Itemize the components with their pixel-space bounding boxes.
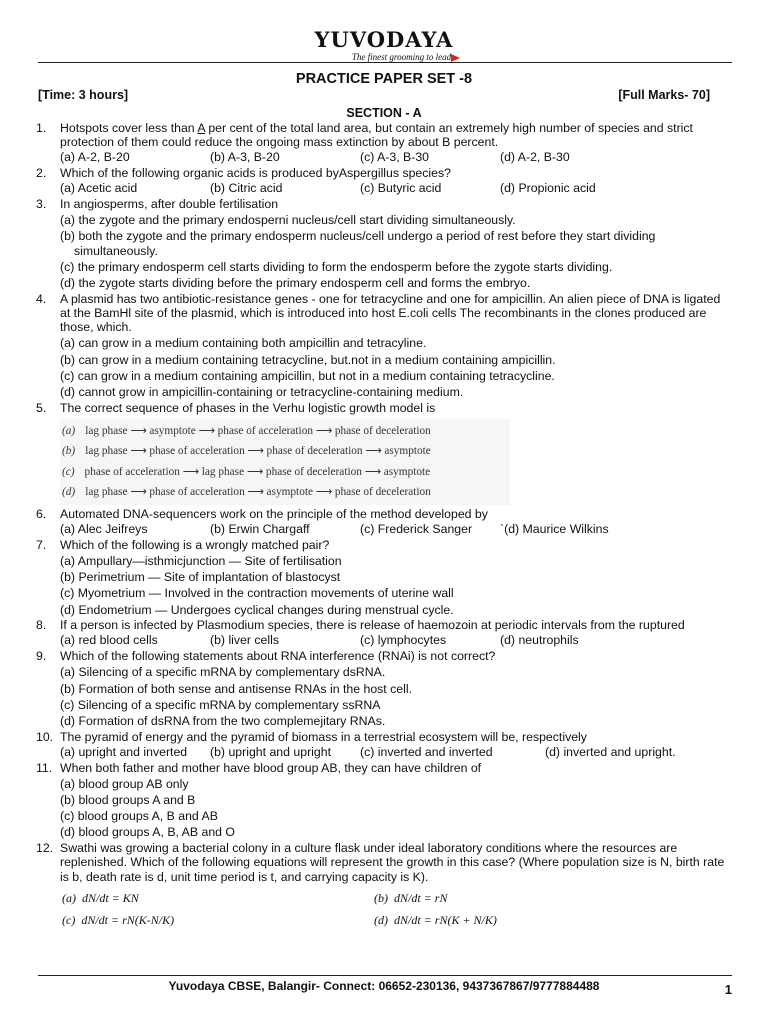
question-stem: Swathi was growing a bacterial colony in a culture flask under ideal laboratory conditions where the resources are replenished. Which of the following equations will represent the growth in this case? (Where population size is N, birth rate is b, death rate is d, unit time period is t, and carrying capacity is K).: [60, 841, 725, 884]
options-row: [60, 522, 732, 536]
option: (d) A-2, B-30: [500, 150, 570, 165]
question-1: [36, 121, 732, 165]
option: (d) the zygote starts dividing before the primary endosperm cell and forms the embryo.: [60, 276, 531, 291]
full-marks: [Full Marks- 70]: [618, 88, 710, 102]
option: (d) inverted and upright.: [545, 744, 676, 759]
option: (a) red blood cells: [60, 633, 158, 648]
growth-phase-options-image: [60, 419, 510, 505]
option: (b) liver cells: [210, 633, 280, 648]
question-stem: If a person is infected by Plasmodium species, there is release of haemozoin at periodic intervals from the ruptured: [60, 618, 685, 633]
question-7: [36, 538, 732, 617]
options-row: [60, 181, 732, 195]
question-list: [36, 121, 732, 932]
option: (c) Myometrium — Involved in the contraction movements of uterine wall: [60, 586, 454, 601]
option: (b) lag phase ⟶ phase of acceleration ⟶ phase of deceleration ⟶ asymptote: [62, 445, 431, 458]
options-row: [60, 633, 732, 647]
option: (d) Formation of dsRNA from the two complemejitary RNAs.: [60, 714, 386, 728]
page-title: PRACTICE PAPER SET -8: [295, 71, 473, 87]
option: (d) dN/dt = rN(K + N/K): [374, 912, 497, 927]
option: (b) can grow in a medium containing tetracycline, but.not in a medium containing ampicillin.: [60, 352, 556, 367]
option: (a) A-2, B-20: [60, 150, 130, 165]
option: (b) Erwin Chargaff: [210, 522, 310, 537]
option: (a) upright and inverted: [60, 744, 188, 759]
option: (c) Silencing of a specific mRNA by complementary ssRNA: [60, 697, 381, 712]
option: (a) the zygote and the primary endosperni nucleus/cell start dividing simultaneously.: [60, 213, 516, 228]
header: [0, 28, 768, 62]
question-stem: Which of the following is a wrongly matched pair?: [60, 537, 330, 552]
brand-tagline: The finest grooming to lead: [44, 52, 768, 62]
question-8: [36, 618, 732, 647]
option: (d) Propionic acid: [500, 181, 596, 196]
question-number: 5.: [36, 400, 47, 415]
option: (b) both the zygote and the primary endosperm nucleus/cell undergo a period of rest before they start dividing simultaneously.: [60, 229, 656, 258]
option: (c) phase of acceleration ⟶ lag phase ⟶ phase of deceleration ⟶ asymptote: [62, 465, 431, 478]
option: (c) Butyric acid: [360, 181, 442, 196]
question-number: 10.: [36, 729, 54, 744]
option: (c) can grow in a medium containing ampicillin, but not in a medium containing tetracycline.: [60, 368, 555, 383]
question-number: 8.: [36, 618, 47, 633]
option: (c) lymphocytes: [360, 633, 447, 648]
question-number: 7.: [36, 537, 47, 552]
question-stem: Which of the following statements about RNA interference (RNAi) is not correct?: [60, 649, 496, 664]
question-stem: When both father and mother have blood group AB, they can have children of: [60, 760, 482, 775]
option: (b) Citric acid: [210, 181, 283, 196]
question-stem: Automated DNA-sequencers work on the principle of the method developed by: [60, 506, 488, 521]
option: (d) lag phase ⟶ phase of acceleration ⟶ asymptote ⟶ phase of deceleration: [62, 486, 431, 499]
question-number: 12.: [36, 841, 54, 856]
time-allowed: [Time: 3 hours]: [38, 88, 129, 102]
option: (a) blood group AB only: [60, 776, 189, 791]
question-number: 11.: [36, 760, 53, 775]
footer-contact: Yuvodaya CBSE, Balangir- Connect: 06652-230136, 9437367867/9777884488: [168, 979, 600, 993]
option: (a) Ampullary—isthmicjunction — Site of fertilisation: [60, 553, 342, 568]
arrow-icon: [451, 54, 460, 62]
option: (a) lag phase ⟶ asymptote ⟶ phase of acceleration ⟶ phase of deceleration: [62, 424, 431, 437]
question-11: [36, 761, 732, 840]
question-6: [36, 507, 732, 536]
options-row: [60, 745, 732, 759]
question-number: 3.: [36, 197, 47, 212]
option: (a) Silencing of a specific mRNA by complementary dsRNA.: [60, 665, 386, 680]
option: (b) A-3, B-20: [210, 150, 280, 165]
option: (d) blood groups A, B, AB and O: [60, 825, 235, 840]
option: (d) cannot grow in ampicillin-containing or tetracycline-containing medium.: [60, 384, 464, 399]
question-number: 2.: [36, 166, 47, 181]
option: (b) Perimetrium — Site of implantation of blastocyst: [60, 570, 341, 585]
option: (a) dN/dt = KN: [62, 890, 139, 905]
question-number: 6.: [36, 506, 47, 521]
option: (c) the primary endosperm cell starts dividing to form the endosperm before the zygote starts dividing.: [60, 259, 613, 274]
option: (b) dN/dt = rN: [374, 890, 448, 905]
question-number: 4.: [36, 291, 47, 306]
option: (c) blood groups A, B and AB: [60, 809, 218, 824]
question-9: [36, 649, 732, 728]
section-heading: SECTION - A: [346, 106, 422, 120]
question-stem: The correct sequence of phases in the Verhu logistic growth model is: [60, 400, 436, 415]
page-number: 1: [724, 982, 732, 997]
option: (b) blood groups A and B: [60, 793, 196, 808]
question-3: [36, 197, 732, 290]
option: (a) can grow in a medium containing both ampicillin and tetracyline.: [60, 336, 427, 351]
option: (b) Formation of both sense and antisense RNAs in the host cell.: [60, 681, 413, 696]
question-number: 1.: [36, 121, 47, 135]
question-4: [36, 292, 732, 399]
brand-logo-text: YUVODAYA: [314, 27, 454, 52]
question-5: [36, 401, 732, 505]
question-10: [36, 730, 732, 759]
question-2: [36, 166, 732, 195]
question-stem: In angiosperms, after double fertilisation: [60, 197, 279, 212]
header-rule: [38, 62, 732, 63]
question-number: 9.: [36, 649, 47, 664]
option: (d) Endometrium — Undergoes cyclical changes during menstrual cycle.: [60, 602, 454, 617]
option: (c) Frederick Sanger: [360, 522, 473, 537]
question-stem: Hotspots cover less than A per cent of the total land area, but contain an extremely high number of species and strict protection of them could reduce the ongoing mass extinction by about B percent.: [60, 121, 693, 150]
options-row: [60, 150, 732, 164]
footer-rule: [38, 975, 732, 976]
question-stem: A plasmid has two antibiotic-resistance genes - one for tetracycline and one for ampicillin. An alien piece of DNA is ligated at the BamHl site of the plasmid, which is introduced into host E.coli cells The recombinants in the clones produced are those, which.: [60, 291, 721, 335]
option: `(d) Maurice Wilkins: [500, 522, 609, 537]
question-12: [36, 841, 732, 931]
question-stem: Which of the following organic acids is produced byAspergillus species?: [60, 166, 451, 181]
option: (b) upright and upright: [210, 744, 331, 759]
option: (c) dN/dt = rN(K-N/K): [62, 912, 175, 927]
question-stem: The pyramid of energy and the pyramid of biomass in a terrestrial ecosystem will be, respectively: [60, 729, 587, 744]
option: (a) Acetic acid: [60, 181, 138, 196]
formula-options-image: [62, 887, 732, 931]
option: (c) inverted and inverted: [360, 744, 493, 759]
option: (c) A-3, B-30: [360, 150, 430, 165]
option: (a) Alec Jeifreys: [60, 522, 148, 537]
option: (d) neutrophils: [500, 633, 579, 648]
